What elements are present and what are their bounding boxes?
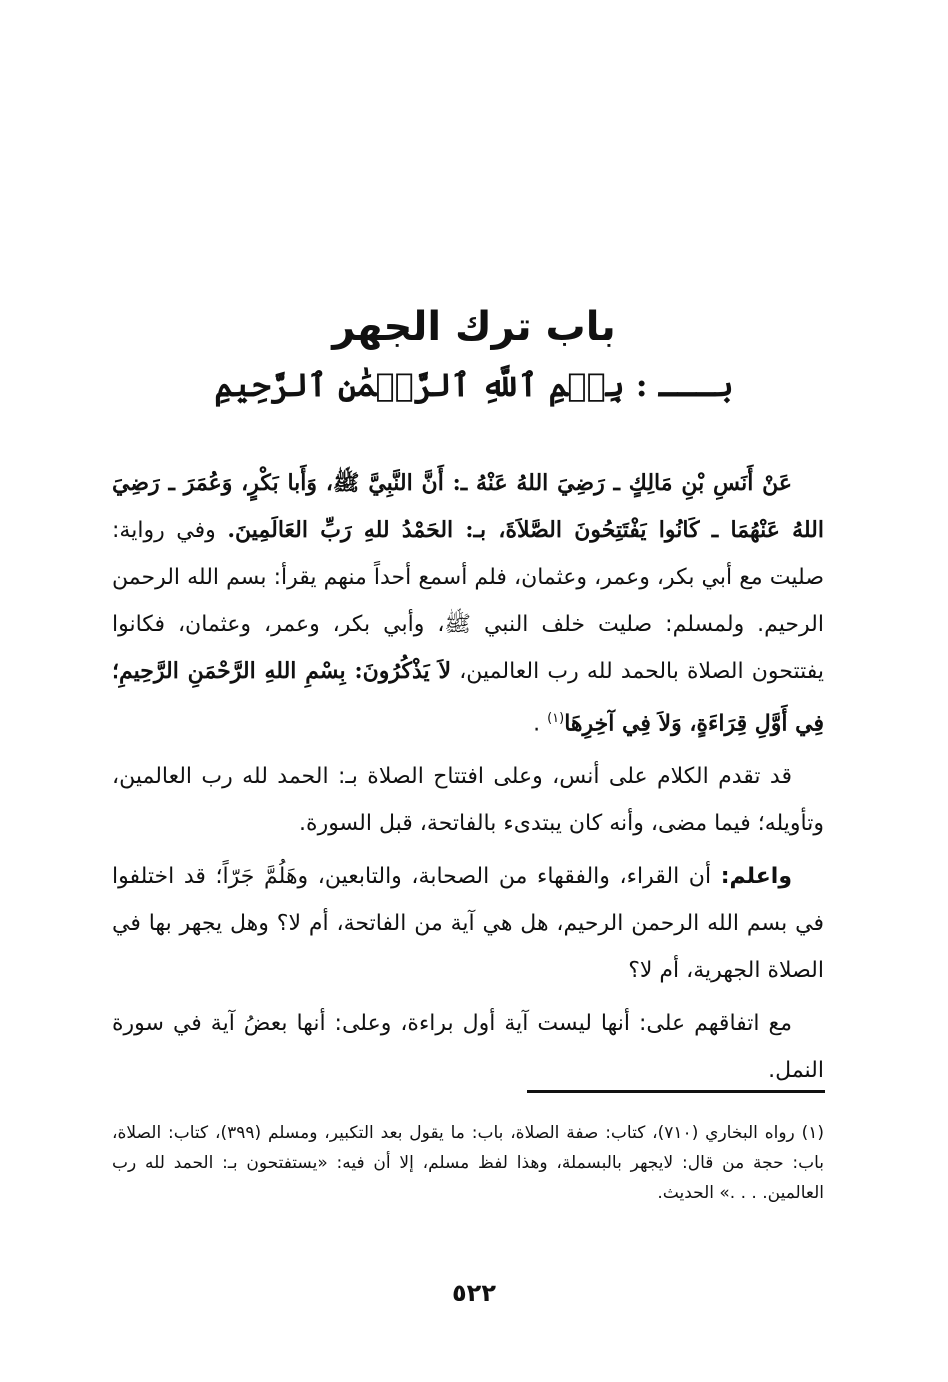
hadith-tail: لاَ يَذْكُرُونَ: بِسْمِ اللهِ الرَّحْمَنِ الرَّحِيمِ؛ فِي أَوَّلِ قِرَاءَةٍ، وَلاَ فِي آخِرِهَا bbox=[112, 658, 824, 737]
page-number: ٥٢٢ bbox=[452, 1279, 496, 1307]
hadith-text: عَنْ أَنَسِ بْنِ مَالِكٍ ـ رَضِيَ اللهُ عَنْهُ ـ: أَنَّ النَّبِيَّ ﷺ، وَأَبا بَكْرٍ، وَعُمَرَ ـ رَضِيَ اللهُ عَنْهُمَا ـ كَانُوا يَفْتَتِحُونَ الصَّلاَةَ، بـ: الحَمْدُ للهِ رَبِّ العَالَمِينَ. bbox=[112, 470, 824, 543]
paragraph-text: أن القراء، والفقهاء من الصحابة، والتابعين، وهَلُمَّ جَرّاً؛ قد اختلفوا في بسم الله الرحمن الرحيم، هل هي آية من الفاتحة، أم لا؟ وهل يجهر بها في الصلاة الجهرية، أم لا؟ bbox=[112, 864, 824, 984]
paragraph-text: قد تقدم الكلام على أنس، وعلى افتتاح الصلاة بـ: الحمد لله رب العالمين، وتأويله؛ فيما مضى، وأنه كان يبتدىء بالفاتحة، قبل السورة. bbox=[112, 764, 824, 837]
paragraph-lead: واعلم: bbox=[720, 864, 792, 890]
footnote-ref[interactable]: (١) bbox=[547, 711, 565, 726]
footnote-separator bbox=[527, 1090, 825, 1093]
paragraph-hadith bbox=[112, 460, 824, 747]
paragraph-text: مع اتفاقهم على: أنها ليست آية أول براءة، وعلى: أنها بعضُ آية في سورة النمل. bbox=[112, 1011, 824, 1084]
paragraph-agreement bbox=[112, 1000, 824, 1094]
basmala-line: بـــ : بِسۡمِ ٱللَّهِ ٱلرَّحۡمَٰنِ ٱلرَّحِيمِ bbox=[214, 366, 734, 404]
paragraph-text: وفي رواية: صليت مع أبي بكر، وعمر، وعثمان، فلم أسمع أحداً منهم يقرأ: بسم الله الرحمن الرحيم. ولمسلم: صليت خلف النبي ﷺ، وأبي بكر، وعمر، وعثمان، فكانوا يفتتحون الصلاة بالحمد لله رب العالمين، bbox=[112, 518, 824, 684]
paragraph-end: . bbox=[533, 711, 548, 737]
paragraph-know bbox=[112, 853, 824, 994]
paragraph-commentary bbox=[112, 753, 824, 847]
footnote-item: (١) رواه البخاري (٧١٠)، كتاب: صفة الصلاة، باب: ما يقول بعد التكبير، ومسلم (٣٩٩)، كتاب: الصلاة، باب: حجة من قال: لايجهر بالبسملة، وهذا لفظ مسلم، إلا أن فيه: «يستفتحون بـ: الحمد لله رب العالمين. . . .» الحديث. bbox=[112, 1123, 824, 1203]
body-text bbox=[112, 460, 824, 1100]
chapter-title: باب ترك الجهر bbox=[332, 304, 616, 350]
footnotes bbox=[112, 1118, 824, 1208]
